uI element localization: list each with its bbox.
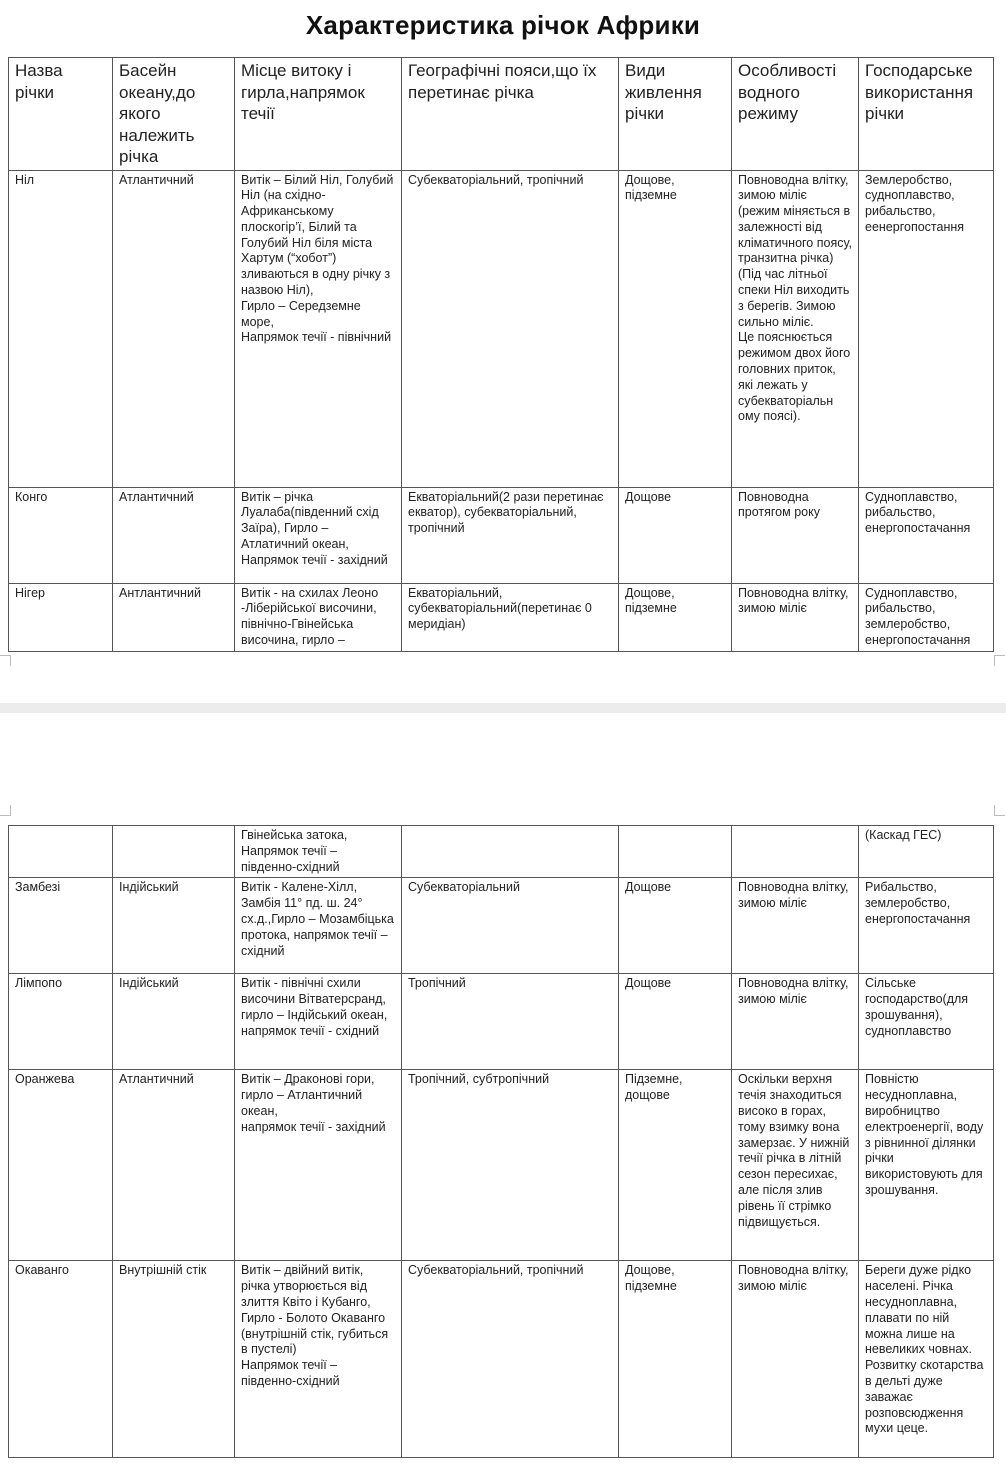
- cell-water-regime: Оскільки верхня течія знаходиться високо в горах, тому взимку вона замерзає. У нижній течії річка в літній сезон пересихає, але після злив рівень її стрімко підвищується.: [732, 1070, 859, 1261]
- cell-feeding: Дощове: [619, 878, 732, 974]
- cell-ocean-basin: Внутрішній стік: [113, 1261, 235, 1458]
- cell-feeding: Підземне, дощове: [619, 1070, 732, 1261]
- table-row: [9, 974, 994, 1070]
- header-usage: Господарське використання річки: [859, 58, 994, 171]
- cell-water-regime: Повноводна влітку, зимою міліє: [732, 878, 859, 974]
- page-corner-mark: [994, 805, 1005, 816]
- header-river-name: Назва річки: [9, 58, 113, 171]
- cell-feeding: Дощове, підземне: [619, 583, 732, 651]
- header-water-regime: Особливості водного режиму: [732, 58, 859, 171]
- cell-usage: Судноплавство, рибальство, енергопостачання: [859, 487, 994, 583]
- cell-water-regime: Повноводна протягом року: [732, 487, 859, 583]
- rivers-table-page-1: [8, 57, 994, 652]
- cell-source-mouth: Витік – річка Луалаба(південний схід Заїра), Гирло – Атлатичний океан, Напрямок течії - західний: [235, 487, 402, 583]
- cell-usage: Землеробство, судноплавство, рибальство, еенергопостання: [859, 170, 994, 487]
- cell-source-mouth: Гвінейська затока, Напрямок течії – південно-східний: [235, 826, 402, 878]
- document-title: Характеристика річок Африки: [305, 10, 701, 40]
- cell-source-mouth: Витік - на схилах Леоно -Ліберійської височини, північно-Гвінейська височина, гирло –: [235, 583, 402, 651]
- table-row: [9, 583, 994, 651]
- cell-climate-belts: Тропічний: [402, 974, 619, 1070]
- table-row: [9, 170, 994, 487]
- cell-usage: Сільське господарство(для зрошування), судноплавство: [859, 974, 994, 1070]
- cell-water-regime: Повноводна влітку, зимою міліє (режим міняється в залежності від кліматичного поясу, транзитна річка) (Під час літньої спеки Ніл виходить з берегів. Зимою сильно міліє. Це пояснюється режимом двох його головних приток, які лежать у субекваторіальн ому поясі).: [732, 170, 859, 487]
- document-page-2: [0, 713, 1006, 1466]
- cell-feeding: Дощове, підземне: [619, 170, 732, 487]
- cell-climate-belts: Екваторіальний(2 рази перетинає екватор), субекваторіальний, тропічний: [402, 487, 619, 583]
- table-row: [9, 1261, 994, 1458]
- cell-feeding: Дощове, підземне: [619, 1261, 732, 1458]
- header-ocean-basin: Басейн океану,до якого належить річка: [113, 58, 235, 171]
- cell-feeding: [619, 826, 732, 878]
- cell-water-regime: [732, 826, 859, 878]
- cell-ocean-basin: Атлантичний: [113, 1070, 235, 1261]
- cell-climate-belts: Субекваторіальний: [402, 878, 619, 974]
- cell-feeding: Дощове: [619, 487, 732, 583]
- cell-usage: Повністю несудноплавна, виробництво електроенергії, воду з рівнинної ділянки річки використовують для зрошування.: [859, 1070, 994, 1261]
- cell-river-name: Ніл: [9, 170, 113, 487]
- cell-river-name: Конго: [9, 487, 113, 583]
- page-corner-mark: [0, 655, 11, 666]
- cell-ocean-basin: Атлантичний: [113, 170, 235, 487]
- cell-source-mouth: Витік - Калене-Хілл, Замбія 11° пд. ш. 24° сх.д.,Гирло – Мозамбіцька протока, напрямок течії – східний: [235, 878, 402, 974]
- cell-climate-belts: Субекваторіальний, тропічний: [402, 1261, 619, 1458]
- cell-source-mouth: Витік – двійний витік, річка утворюється від злиття Квіто і Кубанго, Гирло - Болото Окаванго (внутрішній стік, губиться в пустелі) Напрямок течії – південно-східний: [235, 1261, 402, 1458]
- cell-source-mouth: Витік – Білий Ніл, Голубий Ніл (на східно-Африканському плоскогір’ї, Білий та Голубий Ніл біля міста Хартум (“хобот”) зливаються в одну річку з назвою Ніл), Гирло – Середземне море, Напрямок течії - північний: [235, 170, 402, 487]
- header-climate-belts: Географічні пояси,що їх перетинає річка: [402, 58, 619, 171]
- cell-river-name: Замбезі: [9, 878, 113, 974]
- page-corner-mark: [0, 805, 11, 816]
- cell-ocean-basin: Атлантичний: [113, 487, 235, 583]
- cell-climate-belts: [402, 826, 619, 878]
- cell-river-name: Окаванго: [9, 1261, 113, 1458]
- cell-usage: (Каскад ГЕС): [859, 826, 994, 878]
- cell-ocean-basin: Антлантичний: [113, 583, 235, 651]
- cell-usage: Судноплавство, рибальство, землеробство, енергопостачання: [859, 583, 994, 651]
- cell-river-name: Лімпопо: [9, 974, 113, 1070]
- cell-water-regime: Повноводна влітку, зимою міліє: [732, 1261, 859, 1458]
- header-feeding: Види живлення річки: [619, 58, 732, 171]
- header-source-mouth: Місце витоку і гирла,напрямок течії: [235, 58, 402, 171]
- cell-source-mouth: Витік - північні схили височини Вітватерсранд, гирло – Індійський океан, напрямок течії - східний: [235, 974, 402, 1070]
- table-row: [9, 878, 994, 974]
- cell-ocean-basin: [113, 826, 235, 878]
- cell-feeding: Дощове: [619, 974, 732, 1070]
- cell-river-name: Оранжева: [9, 1070, 113, 1261]
- table-row: [9, 487, 994, 583]
- cell-usage: Береги дуже рідко населені. Річка несудноплавна, плавати по ній можна лише на невеликих човнах. Розвитку скотарства в дельті дуже заважає розповсюдження мухи цеце.: [859, 1261, 994, 1458]
- rivers-table-page-2: [8, 825, 994, 1458]
- page-break: [0, 703, 1006, 713]
- cell-water-regime: Повноводна влітку, зимою міліє: [732, 583, 859, 651]
- cell-climate-belts: Субекваторіальний, тропічний: [402, 170, 619, 487]
- cell-climate-belts: Екваторіальний, субекваторіальний(перетинає 0 меридіан): [402, 583, 619, 651]
- document-page-1: [0, 0, 1006, 700]
- cell-usage: Рибальство, землеробство, енергопостачання: [859, 878, 994, 974]
- cell-climate-belts: Тропічний, субтропічний: [402, 1070, 619, 1261]
- cell-river-name: Нігер: [9, 583, 113, 651]
- cell-ocean-basin: Індійський: [113, 878, 235, 974]
- cell-source-mouth: Витік – Драконові гори, гирло – Атлантичний океан, напрямок течії - західний: [235, 1070, 402, 1261]
- cell-water-regime: Повноводна влітку, зимою міліє: [732, 974, 859, 1070]
- page-corner-mark: [994, 655, 1005, 666]
- cell-ocean-basin: Індійський: [113, 974, 235, 1070]
- table-header-row: [9, 58, 994, 171]
- table-row: [9, 826, 994, 878]
- cell-river-name: [9, 826, 113, 878]
- table-row: [9, 1070, 994, 1261]
